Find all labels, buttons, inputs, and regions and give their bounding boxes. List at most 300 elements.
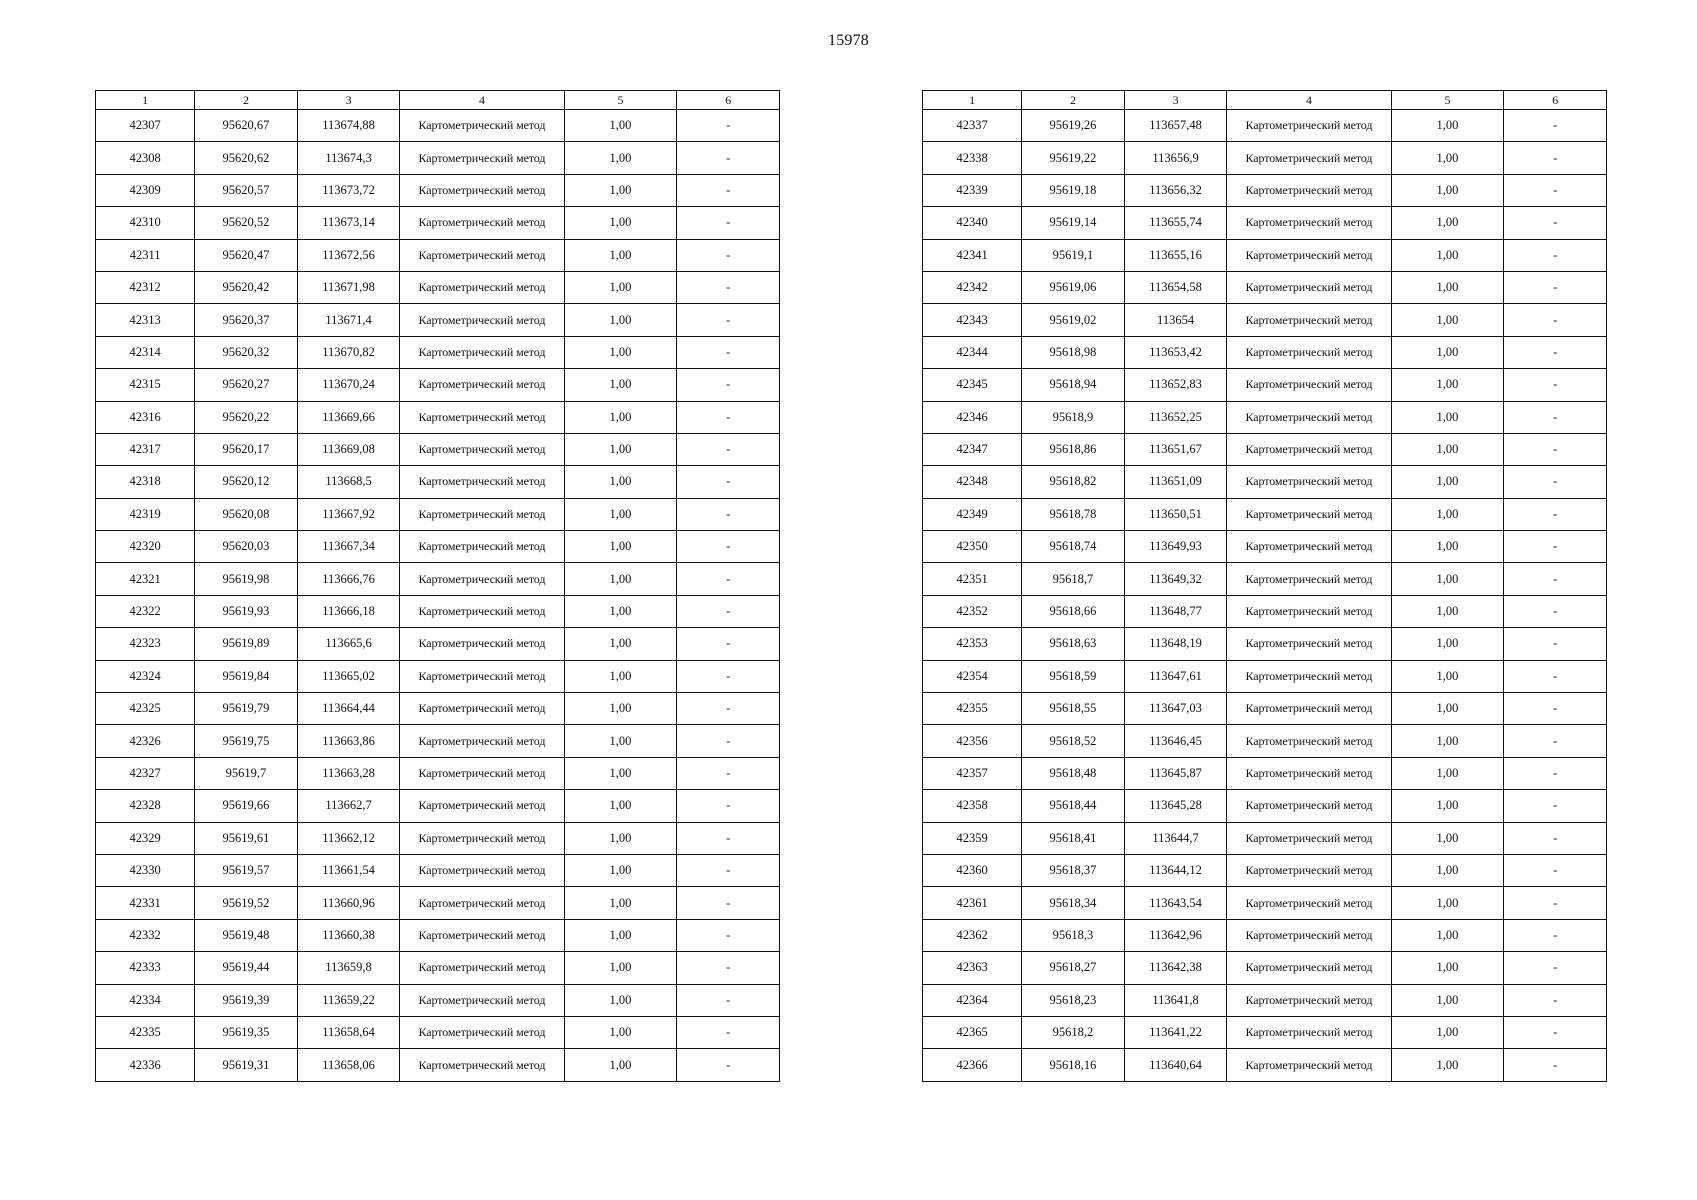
x-coordinate-cell: 95620,42 <box>195 271 298 303</box>
method-cell: Картометрический метод <box>400 369 564 401</box>
x-coordinate-cell: 95619,75 <box>195 725 298 757</box>
description-cell: - <box>677 466 780 498</box>
point-number-cell: 42351 <box>923 563 1022 595</box>
description-cell: - <box>677 174 780 206</box>
x-coordinate-cell: 95619,57 <box>195 854 298 886</box>
description-cell: - <box>1504 952 1607 984</box>
x-coordinate-cell: 95619,14 <box>1022 207 1125 239</box>
point-number-cell: 42362 <box>923 919 1022 951</box>
table-row <box>96 952 780 984</box>
method-cell: Картометрический метод <box>1227 336 1391 368</box>
accuracy-cell: 1,00 <box>564 693 677 725</box>
accuracy-cell: 1,00 <box>1391 790 1504 822</box>
table-row <box>96 401 780 433</box>
point-number-cell: 42312 <box>96 271 195 303</box>
method-cell: Картометрический метод <box>1227 1016 1391 1048</box>
accuracy-cell: 1,00 <box>1391 693 1504 725</box>
method-cell: Картометрический метод <box>1227 466 1391 498</box>
table-row <box>96 239 780 271</box>
x-coordinate-cell: 95618,27 <box>1022 952 1125 984</box>
table-row <box>923 207 1607 239</box>
x-coordinate-cell: 95619,44 <box>195 952 298 984</box>
x-coordinate-cell: 95618,34 <box>1022 887 1125 919</box>
x-coordinate-cell: 95619,1 <box>1022 239 1125 271</box>
x-coordinate-cell: 95618,3 <box>1022 919 1125 951</box>
x-coordinate-cell: 95618,98 <box>1022 336 1125 368</box>
accuracy-cell: 1,00 <box>1391 433 1504 465</box>
column-header-6: 6 <box>1504 91 1607 110</box>
description-cell: - <box>677 984 780 1016</box>
y-coordinate-cell: 113653,42 <box>1124 336 1227 368</box>
method-cell: Картометрический метод <box>400 854 564 886</box>
point-number-cell: 42321 <box>96 563 195 595</box>
accuracy-cell: 1,00 <box>1391 919 1504 951</box>
table-row <box>96 887 780 919</box>
method-cell: Картометрический метод <box>1227 369 1391 401</box>
method-cell: Картометрический метод <box>400 563 564 595</box>
point-number-cell: 42332 <box>96 919 195 951</box>
accuracy-cell: 1,00 <box>1391 1016 1504 1048</box>
accuracy-cell: 1,00 <box>564 757 677 789</box>
x-coordinate-cell: 95619,39 <box>195 984 298 1016</box>
x-coordinate-cell: 95618,63 <box>1022 628 1125 660</box>
method-cell: Картометрический метод <box>1227 498 1391 530</box>
point-number-cell: 42337 <box>923 110 1022 142</box>
point-number-cell: 42364 <box>923 984 1022 1016</box>
description-cell: - <box>677 725 780 757</box>
x-coordinate-cell: 95618,41 <box>1022 822 1125 854</box>
x-coordinate-cell: 95618,9 <box>1022 401 1125 433</box>
table-row <box>923 466 1607 498</box>
x-coordinate-cell: 95619,79 <box>195 693 298 725</box>
y-coordinate-cell: 113645,28 <box>1124 790 1227 822</box>
y-coordinate-cell: 113652,83 <box>1124 369 1227 401</box>
method-cell: Картометрический метод <box>1227 660 1391 692</box>
x-coordinate-cell: 95619,22 <box>1022 142 1125 174</box>
header-row <box>923 91 1607 110</box>
description-cell: - <box>677 660 780 692</box>
method-cell: Картометрический метод <box>1227 822 1391 854</box>
description-cell: - <box>677 822 780 854</box>
x-coordinate-cell: 95619,93 <box>195 595 298 627</box>
accuracy-cell: 1,00 <box>564 790 677 822</box>
point-number-cell: 42319 <box>96 498 195 530</box>
method-cell: Картометрический метод <box>400 304 564 336</box>
method-cell: Картометрический метод <box>1227 531 1391 563</box>
method-cell: Картометрический метод <box>1227 207 1391 239</box>
x-coordinate-cell: 95618,66 <box>1022 595 1125 627</box>
x-coordinate-cell: 95620,52 <box>195 207 298 239</box>
x-coordinate-cell: 95619,18 <box>1022 174 1125 206</box>
x-coordinate-cell: 95618,2 <box>1022 1016 1125 1048</box>
column-header-1: 1 <box>96 91 195 110</box>
description-cell: - <box>1504 725 1607 757</box>
point-number-cell: 42307 <box>96 110 195 142</box>
table-row <box>96 174 780 206</box>
y-coordinate-cell: 113670,24 <box>297 369 400 401</box>
description-cell: - <box>1504 854 1607 886</box>
y-coordinate-cell: 113660,96 <box>297 887 400 919</box>
table-row <box>923 336 1607 368</box>
method-cell: Картометрический метод <box>1227 919 1391 951</box>
x-coordinate-cell: 95618,48 <box>1022 757 1125 789</box>
x-coordinate-cell: 95620,27 <box>195 369 298 401</box>
method-cell: Картометрический метод <box>1227 984 1391 1016</box>
x-coordinate-cell: 95618,44 <box>1022 790 1125 822</box>
accuracy-cell: 1,00 <box>1391 952 1504 984</box>
description-cell: - <box>677 369 780 401</box>
x-coordinate-cell: 95619,31 <box>195 1049 298 1081</box>
point-number-cell: 42325 <box>96 693 195 725</box>
method-cell: Картометрический метод <box>400 984 564 1016</box>
table-row <box>96 919 780 951</box>
method-cell: Картометрический метод <box>400 466 564 498</box>
accuracy-cell: 1,00 <box>1391 1049 1504 1081</box>
table-body <box>96 110 780 1082</box>
x-coordinate-cell: 95619,02 <box>1022 304 1125 336</box>
x-coordinate-cell: 95618,37 <box>1022 854 1125 886</box>
column-header-4: 4 <box>400 91 564 110</box>
description-cell: - <box>1504 433 1607 465</box>
method-cell: Картометрический метод <box>400 693 564 725</box>
accuracy-cell: 1,00 <box>564 628 677 660</box>
x-coordinate-cell: 95618,16 <box>1022 1049 1125 1081</box>
description-cell: - <box>1504 336 1607 368</box>
description-cell: - <box>1504 498 1607 530</box>
y-coordinate-cell: 113662,7 <box>297 790 400 822</box>
description-cell: - <box>677 854 780 886</box>
point-number-cell: 42323 <box>96 628 195 660</box>
point-number-cell: 42313 <box>96 304 195 336</box>
accuracy-cell: 1,00 <box>564 239 677 271</box>
method-cell: Картометрический метод <box>400 887 564 919</box>
table-row <box>96 498 780 530</box>
description-cell: - <box>1504 595 1607 627</box>
column-header-6: 6 <box>677 91 780 110</box>
y-coordinate-cell: 113646,45 <box>1124 725 1227 757</box>
table-row <box>923 1049 1607 1081</box>
y-coordinate-cell: 113661,54 <box>297 854 400 886</box>
description-cell: - <box>1504 887 1607 919</box>
description-cell: - <box>1504 110 1607 142</box>
page-number: 15978 <box>828 32 869 49</box>
method-cell: Картометрический метод <box>400 207 564 239</box>
method-cell: Картометрический метод <box>400 1016 564 1048</box>
accuracy-cell: 1,00 <box>1391 822 1504 854</box>
y-coordinate-cell: 113665,6 <box>297 628 400 660</box>
description-cell: - <box>677 531 780 563</box>
description-cell: - <box>677 336 780 368</box>
y-coordinate-cell: 113668,5 <box>297 466 400 498</box>
x-coordinate-cell: 95620,03 <box>195 531 298 563</box>
y-coordinate-cell: 113669,66 <box>297 401 400 433</box>
table-row <box>923 433 1607 465</box>
table-row <box>923 952 1607 984</box>
y-coordinate-cell: 113644,12 <box>1124 854 1227 886</box>
accuracy-cell: 1,00 <box>1391 563 1504 595</box>
accuracy-cell: 1,00 <box>1391 142 1504 174</box>
y-coordinate-cell: 113659,8 <box>297 952 400 984</box>
y-coordinate-cell: 113673,72 <box>297 174 400 206</box>
description-cell: - <box>677 239 780 271</box>
point-number-cell: 42318 <box>96 466 195 498</box>
method-cell: Картометрический метод <box>400 531 564 563</box>
y-coordinate-cell: 113666,76 <box>297 563 400 595</box>
point-number-cell: 42363 <box>923 952 1022 984</box>
point-number-cell: 42338 <box>923 142 1022 174</box>
description-cell: - <box>1504 531 1607 563</box>
point-number-cell: 42347 <box>923 433 1022 465</box>
y-coordinate-cell: 113666,18 <box>297 595 400 627</box>
accuracy-cell: 1,00 <box>564 174 677 206</box>
description-cell: - <box>677 271 780 303</box>
table-row <box>923 628 1607 660</box>
description-cell: - <box>1504 239 1607 271</box>
point-number-cell: 42333 <box>96 952 195 984</box>
accuracy-cell: 1,00 <box>564 110 677 142</box>
column-header-2: 2 <box>195 91 298 110</box>
table-row <box>923 984 1607 1016</box>
x-coordinate-cell: 95620,47 <box>195 239 298 271</box>
accuracy-cell: 1,00 <box>564 919 677 951</box>
accuracy-cell: 1,00 <box>564 369 677 401</box>
y-coordinate-cell: 113656,32 <box>1124 174 1227 206</box>
description-cell: - <box>677 952 780 984</box>
x-coordinate-cell: 95618,23 <box>1022 984 1125 1016</box>
point-number-cell: 42311 <box>96 239 195 271</box>
description-cell: - <box>677 1016 780 1048</box>
method-cell: Картометрический метод <box>1227 563 1391 595</box>
point-number-cell: 42361 <box>923 887 1022 919</box>
description-cell: - <box>1504 790 1607 822</box>
method-cell: Картометрический метод <box>1227 595 1391 627</box>
description-cell: - <box>1504 207 1607 239</box>
column-header-5: 5 <box>564 91 677 110</box>
x-coordinate-cell: 95619,35 <box>195 1016 298 1048</box>
point-number-cell: 42356 <box>923 725 1022 757</box>
x-coordinate-cell: 95620,22 <box>195 401 298 433</box>
y-coordinate-cell: 113669,08 <box>297 433 400 465</box>
y-coordinate-cell: 113671,98 <box>297 271 400 303</box>
method-cell: Картометрический метод <box>400 595 564 627</box>
y-coordinate-cell: 113645,87 <box>1124 757 1227 789</box>
description-cell: - <box>1504 466 1607 498</box>
accuracy-cell: 1,00 <box>1391 984 1504 1016</box>
description-cell: - <box>1504 174 1607 206</box>
point-number-cell: 42357 <box>923 757 1022 789</box>
y-coordinate-cell: 113664,44 <box>297 693 400 725</box>
point-number-cell: 42340 <box>923 207 1022 239</box>
method-cell: Картометрический метод <box>400 401 564 433</box>
description-cell: - <box>1504 401 1607 433</box>
table-row <box>96 660 780 692</box>
method-cell: Картометрический метод <box>400 628 564 660</box>
coordinates-table-right <box>922 90 1607 1082</box>
accuracy-cell: 1,00 <box>564 984 677 1016</box>
description-cell: - <box>677 498 780 530</box>
accuracy-cell: 1,00 <box>1391 725 1504 757</box>
y-coordinate-cell: 113667,34 <box>297 531 400 563</box>
accuracy-cell: 1,00 <box>564 531 677 563</box>
method-cell: Картометрический метод <box>1227 304 1391 336</box>
accuracy-cell: 1,00 <box>564 822 677 854</box>
x-coordinate-cell: 95620,12 <box>195 466 298 498</box>
table-header <box>923 91 1607 110</box>
x-coordinate-cell: 95619,89 <box>195 628 298 660</box>
table-row <box>96 725 780 757</box>
accuracy-cell: 1,00 <box>564 271 677 303</box>
point-number-cell: 42341 <box>923 239 1022 271</box>
method-cell: Картометрический метод <box>400 336 564 368</box>
table-row <box>923 401 1607 433</box>
accuracy-cell: 1,00 <box>1391 854 1504 886</box>
accuracy-cell: 1,00 <box>1391 174 1504 206</box>
method-cell: Картометрический метод <box>400 822 564 854</box>
description-cell: - <box>1504 1049 1607 1081</box>
table-body <box>923 110 1607 1082</box>
y-coordinate-cell: 113650,51 <box>1124 498 1227 530</box>
table-row <box>96 822 780 854</box>
x-coordinate-cell: 95620,32 <box>195 336 298 368</box>
table-row <box>96 693 780 725</box>
y-coordinate-cell: 113642,96 <box>1124 919 1227 951</box>
description-cell: - <box>677 693 780 725</box>
point-number-cell: 42358 <box>923 790 1022 822</box>
description-cell: - <box>1504 563 1607 595</box>
x-coordinate-cell: 95620,57 <box>195 174 298 206</box>
table-row <box>923 693 1607 725</box>
method-cell: Картометрический метод <box>400 757 564 789</box>
point-number-cell: 42322 <box>96 595 195 627</box>
point-number-cell: 42353 <box>923 628 1022 660</box>
y-coordinate-cell: 113660,38 <box>297 919 400 951</box>
description-cell: - <box>1504 757 1607 789</box>
accuracy-cell: 1,00 <box>1391 401 1504 433</box>
point-number-cell: 42366 <box>923 1049 1022 1081</box>
y-coordinate-cell: 113648,19 <box>1124 628 1227 660</box>
x-coordinate-cell: 95619,48 <box>195 919 298 951</box>
table-row <box>96 304 780 336</box>
description-cell: - <box>677 595 780 627</box>
accuracy-cell: 1,00 <box>1391 531 1504 563</box>
column-header-5: 5 <box>1391 91 1504 110</box>
table-row <box>96 433 780 465</box>
accuracy-cell: 1,00 <box>564 660 677 692</box>
accuracy-cell: 1,00 <box>1391 660 1504 692</box>
accuracy-cell: 1,00 <box>1391 239 1504 271</box>
y-coordinate-cell: 113667,92 <box>297 498 400 530</box>
method-cell: Картометрический метод <box>1227 271 1391 303</box>
table-row <box>923 660 1607 692</box>
column-header-2: 2 <box>1022 91 1125 110</box>
accuracy-cell: 1,00 <box>564 401 677 433</box>
x-coordinate-cell: 95618,82 <box>1022 466 1125 498</box>
x-coordinate-cell: 95618,55 <box>1022 693 1125 725</box>
method-cell: Картометрический метод <box>400 110 564 142</box>
x-coordinate-cell: 95619,7 <box>195 757 298 789</box>
point-number-cell: 42349 <box>923 498 1022 530</box>
method-cell: Картометрический метод <box>400 239 564 271</box>
method-cell: Картометрический метод <box>400 271 564 303</box>
method-cell: Картометрический метод <box>400 660 564 692</box>
y-coordinate-cell: 113655,16 <box>1124 239 1227 271</box>
x-coordinate-cell: 95620,17 <box>195 433 298 465</box>
accuracy-cell: 1,00 <box>1391 369 1504 401</box>
method-cell: Картометрический метод <box>1227 174 1391 206</box>
table-row <box>96 1016 780 1048</box>
y-coordinate-cell: 113663,86 <box>297 725 400 757</box>
table-row <box>923 239 1607 271</box>
x-coordinate-cell: 95620,67 <box>195 110 298 142</box>
x-coordinate-cell: 95619,66 <box>195 790 298 822</box>
method-cell: Картометрический метод <box>400 919 564 951</box>
table-row <box>923 369 1607 401</box>
description-cell: - <box>1504 271 1607 303</box>
y-coordinate-cell: 113665,02 <box>297 660 400 692</box>
method-cell: Картометрический метод <box>400 952 564 984</box>
accuracy-cell: 1,00 <box>1391 207 1504 239</box>
method-cell: Картометрический метод <box>1227 790 1391 822</box>
table-row <box>923 887 1607 919</box>
y-coordinate-cell: 113658,06 <box>297 1049 400 1081</box>
point-number-cell: 42350 <box>923 531 1022 563</box>
table-row <box>96 1049 780 1081</box>
table-row <box>923 822 1607 854</box>
point-number-cell: 42336 <box>96 1049 195 1081</box>
table-row <box>96 595 780 627</box>
accuracy-cell: 1,00 <box>1391 336 1504 368</box>
y-coordinate-cell: 113643,54 <box>1124 887 1227 919</box>
y-coordinate-cell: 113663,28 <box>297 757 400 789</box>
method-cell: Картометрический метод <box>1227 1049 1391 1081</box>
description-cell: - <box>1504 660 1607 692</box>
method-cell: Картометрический метод <box>400 498 564 530</box>
y-coordinate-cell: 113651,09 <box>1124 466 1227 498</box>
column-header-3: 3 <box>1124 91 1227 110</box>
y-coordinate-cell: 113674,3 <box>297 142 400 174</box>
point-number-cell: 42354 <box>923 660 1022 692</box>
description-cell: - <box>677 757 780 789</box>
point-number-cell: 42352 <box>923 595 1022 627</box>
table-row <box>923 271 1607 303</box>
table-row <box>923 498 1607 530</box>
accuracy-cell: 1,00 <box>564 725 677 757</box>
point-number-cell: 42328 <box>96 790 195 822</box>
description-cell: - <box>677 304 780 336</box>
y-coordinate-cell: 113672,56 <box>297 239 400 271</box>
description-cell: - <box>677 628 780 660</box>
description-cell: - <box>677 1049 780 1081</box>
x-coordinate-cell: 95620,08 <box>195 498 298 530</box>
table-row <box>96 369 780 401</box>
y-coordinate-cell: 113673,14 <box>297 207 400 239</box>
table-header <box>96 91 780 110</box>
point-number-cell: 42315 <box>96 369 195 401</box>
y-coordinate-cell: 113652,25 <box>1124 401 1227 433</box>
y-coordinate-cell: 113649,93 <box>1124 531 1227 563</box>
x-coordinate-cell: 95620,62 <box>195 142 298 174</box>
description-cell: - <box>677 919 780 951</box>
point-number-cell: 42334 <box>96 984 195 1016</box>
point-number-cell: 42320 <box>96 531 195 563</box>
point-number-cell: 42360 <box>923 854 1022 886</box>
point-number-cell: 42326 <box>96 725 195 757</box>
x-coordinate-cell: 95619,84 <box>195 660 298 692</box>
table-row <box>96 563 780 595</box>
y-coordinate-cell: 113659,22 <box>297 984 400 1016</box>
description-cell: - <box>677 433 780 465</box>
accuracy-cell: 1,00 <box>1391 757 1504 789</box>
